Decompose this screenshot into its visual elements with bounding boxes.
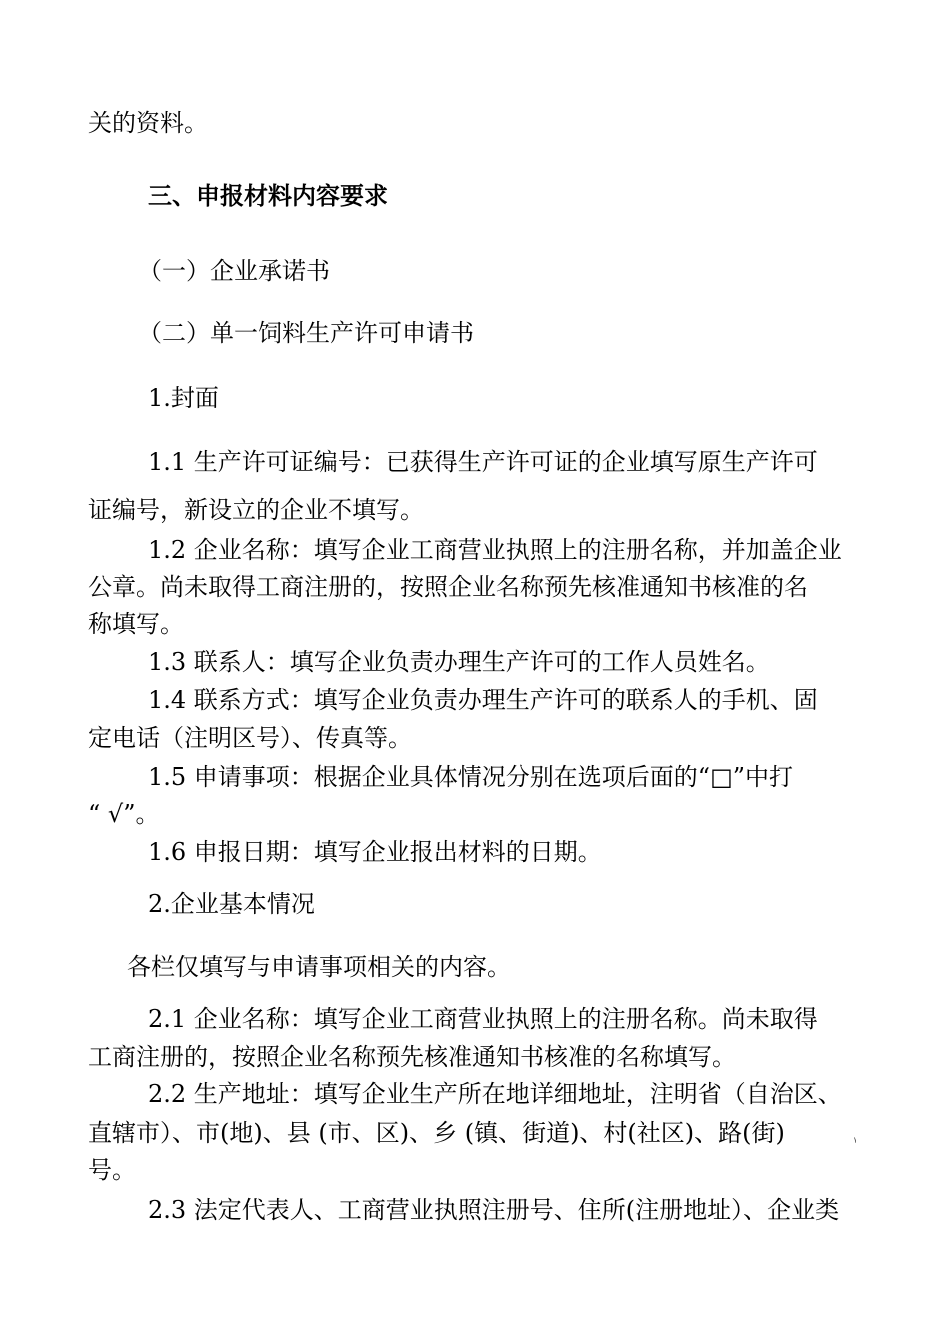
item-2-note: 各栏仅填写与申请事项相关的内容。 [127, 953, 511, 981]
paragraph-1-1-line-1: 1.1 生产许可证编号：已获得生产许可证的企业填写原生产许可 [148, 448, 818, 476]
paragraph-1-5-line-1: 1.5 申请事项：根据企业具体情况分别在选项后面的“□”中打 [148, 763, 794, 791]
paragraph-1-4-line-2: 定电话（注明区号）、传真等。 [88, 724, 412, 752]
paragraph-1-6-line-1: 1.6 申报日期：填写企业报出材料的日期。 [148, 838, 602, 866]
paragraph-2-1-line-1: 2.1 企业名称：填写企业工商营业执照上的注册名称。尚未取得 [148, 1005, 818, 1033]
paragraph-2-1-line-2: 工商注册的，按照企业名称预先核准通知书核准的名称填写。 [88, 1043, 736, 1071]
subsection-heading-1: （一）企业承诺书 [138, 257, 330, 285]
paragraph-1-2-line-3: 称填写。 [88, 610, 184, 638]
subsection-heading-2: （二）单一饲料生产许可申请书 [138, 319, 474, 347]
item-heading-1: 1.封面 [148, 384, 219, 412]
paragraph-2-3-line-1: 2.3 法定代表人、工商营业执照注册号、住所(注册地址）、企业类 [148, 1196, 840, 1224]
paragraph-2-2-line-3: 号。 [88, 1156, 136, 1184]
paragraph-1-3-line-1: 1.3 联系人：填写企业负责办理生产许可的工作人员姓名。 [148, 648, 770, 676]
paragraph-1-1-line-2: 证编号，新设立的企业不填写。 [88, 496, 424, 524]
paragraph-2-2-trailing-comma: 、 [854, 1119, 860, 1147]
paragraph-2-2-line-2: 直辖市）、市(地)、县 (市、区)、乡 (镇、街道)、村(社区)、路(街) [88, 1119, 785, 1147]
section-heading: 三、申报材料内容要求 [148, 181, 388, 210]
item-heading-2: 2.企业基本情况 [148, 890, 315, 918]
paragraph-2-2-line-1: 2.2 生产地址：填写企业生产所在地详细地址，注明省（自治区、 [148, 1080, 842, 1108]
paragraph-1-4-line-1: 1.4 联系方式：填写企业负责办理生产许可的联系人的手机、固 [148, 686, 818, 714]
paragraph-1-5-line-2: “ √”。 [88, 800, 160, 828]
intro-tail-line: 关的资料。 [88, 109, 208, 137]
paragraph-1-2-line-1: 1.2 企业名称：填写企业工商营业执照上的注册名称，并加盖企业 [148, 536, 842, 564]
paragraph-1-2-line-2: 公章。尚未取得工商注册的，按照企业名称预先核准通知书核准的名 [88, 573, 808, 601]
